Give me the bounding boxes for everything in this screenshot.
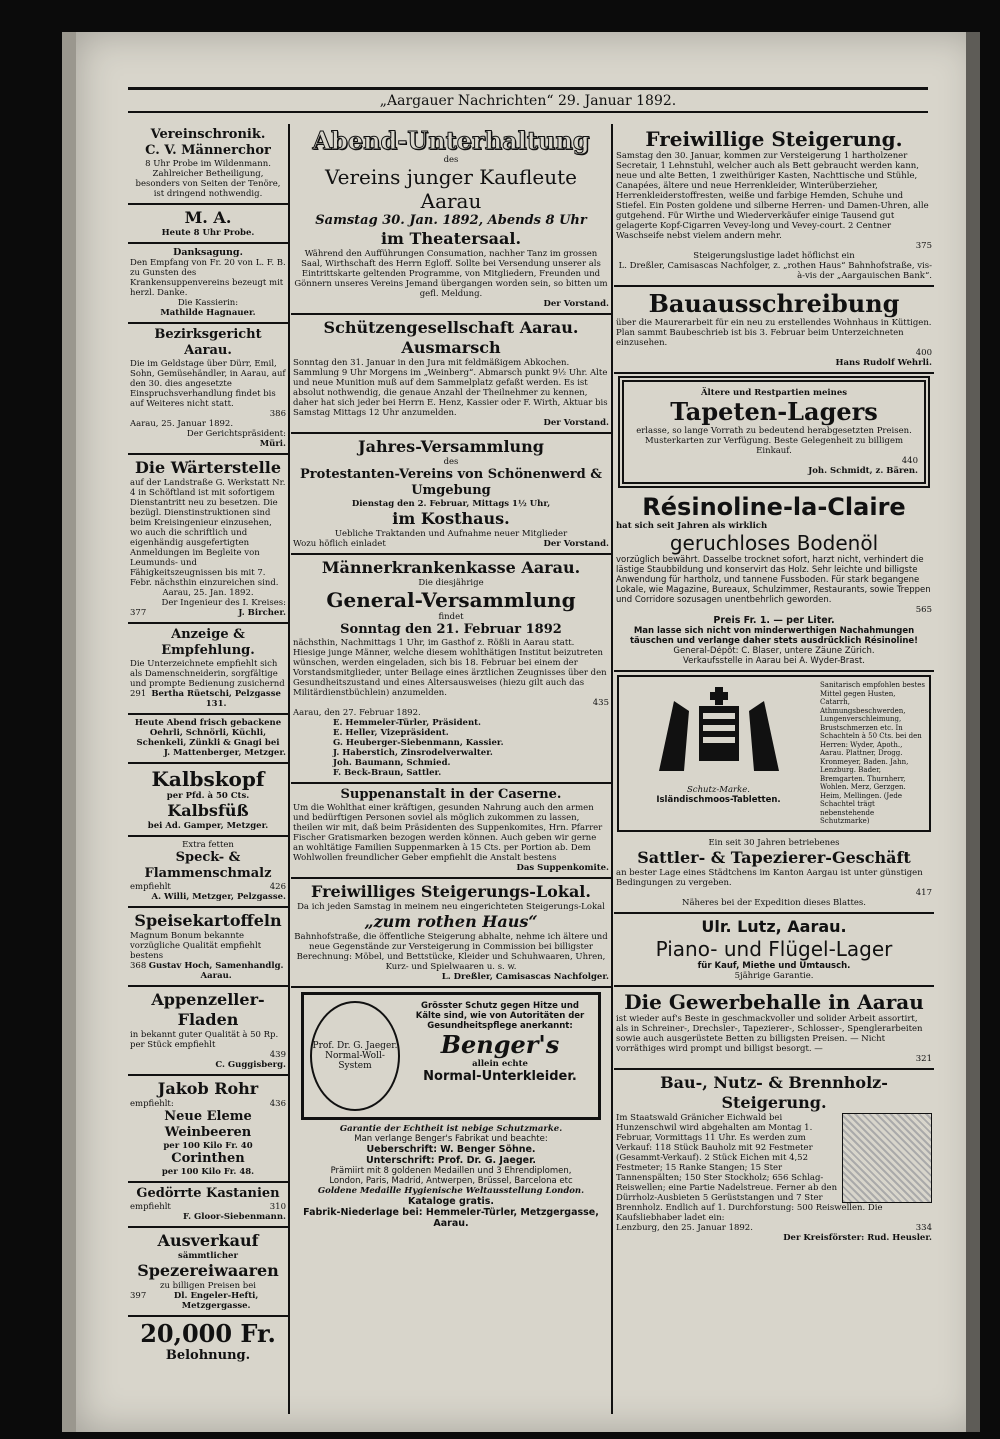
ad-title: Bezirksgericht Aarau. — [154, 327, 262, 358]
ad-des: des — [443, 155, 459, 165]
ad-title: Suppenanstalt in der Caserne. — [340, 787, 562, 802]
ad-pretitle: Ältere und Restpartien meines — [700, 388, 848, 398]
ad-title: Sattler- & Tapezierer-Geschäft — [637, 847, 911, 867]
ad-text: Uebliche Traktanden und Aufnahme neuer Mitglieder — [334, 529, 568, 539]
ad-number: 417 — [915, 887, 932, 898]
ad-number: 565 — [915, 605, 932, 615]
ad-text: Samstag den 30. Januar, kommen zur Versteigerung 1 hartholzener Secretair, 1 Lehnstuhl, welcher auch als Bett gebraucht werden kann, neue und alte Betten, 1 zweithüriger Kasten, Nachttische und Stühle, Canapées, ältere und neue Herrenkleider, Winterüberzieher, Herrenkleiderstoffresten, weiße und farbige Hemden, Schuhe und Stiefel. Ein Posten goldene und silberne Herren- und Damen-Uhren, alle gutgehend. Für Wirthe und Wiederverkäufer einige Tausend gut gelagerte Kopf-Cigarren Vevey-long und Vevey-court. 2 Centner Waschseife nebst vielem andern mehr. — [616, 151, 929, 241]
ad-ma — [128, 205, 288, 244]
ad-signature: Mathilde Hagnauer. — [160, 308, 256, 318]
ad-des: des — [443, 457, 459, 467]
newspaper-page — [62, 32, 980, 1432]
member: E. Hemmeler-Türler, Präsident. — [333, 718, 482, 728]
ad-reward — [128, 1317, 288, 1368]
ad-signature: Hans Rudolf Wehrli. — [835, 358, 932, 368]
benger-brand: Benger's — [440, 1030, 560, 1059]
ad-jahresversammlung — [291, 434, 611, 555]
ad-title-2: Kalbsfüß — [167, 801, 249, 820]
ad-title: Bauausschreibung — [648, 289, 900, 318]
column-3 — [614, 124, 934, 1247]
ad-brennholz — [614, 1070, 934, 1247]
ad-text: vorzüglich bewährt. Dasselbe trocknet sofort, harzt nicht, verhindert die lästige Staubbildung und konservirt das Holz. Sehr leichte und billigste Anwendung für hartholz, und tannene Fussboden. Für stark begangene Lokale, wie Magazine, Bureaux, Schulzimmer, Restaurants, sowie Treppen und Corridore sozusagen unentbehrlich geworden. — [616, 555, 931, 605]
benger-product: Normal-Unterkleider. — [423, 1069, 577, 1084]
column-1 — [128, 124, 288, 1368]
ad-resinoline — [614, 490, 934, 672]
ad-abend-unterhaltung — [291, 124, 611, 315]
ad-benger — [301, 992, 601, 1120]
reward-text: Belohnung. — [165, 1348, 251, 1363]
ad-text-2: 5jährige Garantie. — [734, 970, 814, 981]
ad-signature: C. Guggisberg. — [215, 1060, 286, 1070]
ad-signature: Der Vorstand. — [543, 418, 609, 428]
ad-islaendischmoos — [617, 675, 931, 832]
ad-ausverkauf — [128, 1228, 288, 1317]
ad-sub: sämmtlicher — [178, 1251, 238, 1261]
ad-number: 368 — [130, 961, 147, 971]
ad-title: Männerkrankenkasse Aarau. — [321, 558, 581, 577]
ad-text: auf der Landstraße G. Werkstatt Nr. 4 in Schöftland ist mit sofortigem Dienstantritt neu zu besetzen. Die bezügl. Dienstinstruktionen sind beim Kreisingenieur einzusehen, wo auch die schriftlich und eigenhändig ausgefertigten Anmeldungen im Begleite von Leumunds- und Fähigkeitszeugnissen bis mit 7. Febr. nächsthin einzureichen sind. — [130, 478, 286, 588]
ad-signature: Der Vorstand. — [543, 299, 609, 309]
ad-title: Bau-, Nutz- & Brennholz-Steigerung. — [660, 1072, 888, 1112]
islaend-right: Sanitarisch empfohlen bestes Mittel gegen Husten, Catarrh, Athmungsbeschwerden, Lungenverschleimung, Brustschmerzen etc. In Schachteln à 50 Cts. bei den Herren: Wyder, Apoth., Aarau. Plattner, Drogg. Kronmeyer, Baden. Jahn, Lenzburg. Bader, Bremgarten. Thurnherr, Wohlen. Merz, Gerzgen. Heim, Mellingen. (Jede Schachtel trägt nebenstehende Schutzmarke) — [820, 681, 925, 825]
ad-footer — [130, 882, 286, 892]
ad-text: empfiehlt — [130, 1202, 171, 1212]
ad-text: ist wieder auf's Beste in geschmackvoller und solider Arbeit assortirt, als in Schreiner-, Drechsler-, Tapezierer-, Schlosser-, Spenglerarbeiten sowie auch ausgerüstete Betten zu billigsten Preisen. — Nicht vorräthiges wird prompt und billigst besorgt. — — [616, 1013, 923, 1054]
ad-text: über die Maurerarbeit für ein neu zu erstellendes Wohnhaus in Küttigen. Plan sammt Baubeschrieb ist bis 3. Februar beim Unterzeichneten einzusehen. — [616, 318, 932, 348]
ad-waerterstelle — [128, 455, 288, 624]
ad-number: 439 — [269, 1050, 286, 1060]
ad-schuetzengesellschaft — [291, 315, 611, 434]
ad-footer — [130, 961, 286, 981]
benger-katalog: Kataloge gratis. — [407, 1196, 494, 1207]
ad-footer — [130, 1291, 286, 1311]
ad-bauausschreibung — [614, 287, 934, 374]
ad-title: Jahres-Versammlung — [358, 437, 544, 456]
ad-text: empfiehlt: — [130, 1099, 174, 1109]
ad-sub: Die diesjährige — [418, 578, 484, 588]
ad-date-2: Aarau, den 27. Februar 1892. — [293, 708, 421, 718]
ad-place: im Theatersaal. — [380, 229, 522, 248]
ad-item: Corinthen — [171, 1151, 245, 1166]
ad-title: Ulr. Lutz, Aarau. — [701, 916, 847, 936]
ad-text: empfiehlt — [130, 882, 171, 892]
column-2 — [291, 124, 611, 1229]
benger-ue1: Ueberschrift: W. Benger Söhne. — [366, 1144, 536, 1155]
ad-signature: F. Gloor-Siebenmann. — [182, 1212, 286, 1222]
ad-title: Résinoline-la-Claire — [642, 493, 906, 521]
ad-text: in bekannt guter Qualität à 50 Rp. per Stück empfiehlt — [130, 1030, 279, 1050]
islaend-mark: Schutz-Marke. — [686, 785, 750, 795]
ad-text: Heute 8 Uhr Probe. — [161, 228, 255, 238]
ad-title: Kalbskopf — [151, 767, 265, 791]
ad-text: zu billigen Preisen bei — [160, 1281, 256, 1291]
ad-title-2: Spezereiwaaren — [137, 1261, 279, 1280]
ad-freiwillige-steigerung — [614, 124, 934, 287]
benger-details — [301, 1124, 601, 1229]
ad-vereinschronik — [128, 124, 288, 205]
ad-name: „zum rothen Haus“ — [364, 912, 538, 931]
ad-lutz — [614, 914, 934, 987]
forest-scene-illustration — [842, 1113, 932, 1203]
ad-warning: Man lasse sich nicht von minderwerthigen Nachahmungen täuschen und verlange daher stets ausdrücklich Résinoline! — [629, 626, 919, 646]
ad-signature: Der Kreisförster: Rud. Heusler. — [783, 1232, 932, 1243]
ad-signature: Die Kassierin: — [177, 298, 239, 308]
ad-signature: J. Mattenberger, Metzger. — [163, 748, 286, 758]
ad-footer — [130, 689, 286, 709]
benger-depot: Fabrik-Niederlage bei: Hemmeler-Türler, Metzgergasse, Aarau. — [303, 1207, 599, 1229]
ad-number: 321 — [915, 1053, 932, 1064]
ad-depot: General-Dépôt: C. Blaser, untere Zäune Zürich. — [673, 646, 875, 656]
ad-maennerkrankenkasse — [291, 555, 611, 784]
ad-signature: Gustav Hoch, Samenhandlg. Aarau. — [148, 961, 284, 981]
ad-title: Abend-Unterhaltung — [312, 126, 590, 155]
ad-date: Aarau, 25. Jan. 1892. — [162, 588, 254, 598]
benger-top: Grösster Schutz gegen Hitze und Kälte sind, wie von Autoritäten der Gesundheitspflege anerkannt: — [415, 1001, 585, 1031]
ad-number: 426 — [269, 882, 286, 892]
ad-number: 397 — [130, 1291, 147, 1301]
ad-footer — [616, 1223, 932, 1233]
ad-text-2: Näheres bei der Expedition dieses Blattes. — [682, 897, 866, 908]
ad-title: Tapeten-Lagers — [670, 397, 878, 426]
ad-date: Aarau, 25. Januar 1892. — [130, 419, 234, 429]
ad-number: 440 — [901, 456, 918, 466]
ad-signature: Der Ingenieur des I. Kreises: — [161, 598, 286, 608]
ad-text: Sonntag den 31. Januar in den Jura mit feldmäßigem Abkochen. Sammlung 9 Uhr Morgens im „Weinberg“. Abmarsch punkt 9½ Uhr. Alte und neue Munition muß auf dem Sammelplatz gefaßt werden. Es ist absolut nothwendig, die genaue Anzahl der Theilnehmer zu kennen, daher hat sich jeder bei Herrn E. Henz, Kassier oder F. Wirth, Aktuar bis Samstag Mittags 12 Uhr anzumelden. — [293, 358, 608, 418]
ad-pretitle: hat sich seit Jahren als wirklich — [616, 521, 768, 531]
ad-pretitle: Extra fetten — [182, 840, 234, 850]
reward-amount: 20,000 Fr. — [140, 1319, 276, 1348]
ad-price: per Pfd. à 50 Cts. — [166, 791, 250, 801]
ad-heute-abend — [128, 715, 288, 764]
ad-title-2: geruchloses Bodenöl — [669, 531, 879, 555]
ad-footer — [293, 539, 609, 549]
ad-title: M. A. — [184, 208, 232, 227]
coat-of-arms-icon — [629, 681, 809, 781]
ad-signature: Dl. Engeler-Hefti, Metzgergasse. — [173, 1291, 259, 1311]
ad-title: Die Wärterstelle — [135, 458, 281, 477]
ad-anzeige — [128, 624, 288, 715]
ad-sattler — [614, 835, 934, 914]
member: F. Beck-Braun, Sattler. — [333, 768, 442, 778]
ad-footer — [130, 1202, 286, 1212]
ad-kalbskopf — [128, 764, 288, 837]
ad-text: Während den Aufführungen Consumation, nachher Tanz im grossen Saal, Wirthschaft des Herrn Egloff. Sollte bei Versendung unserer als Eintrittskarte geltenden Programme, von Mitgliedern, Freunden und Gönnern unseres Vereins Jemand übergangen worden sein, so bitten um gefl. Meldung. — [294, 249, 608, 299]
ad-text: Im Staatswald Gränicher Eichwald bei Hunzenschwil wird abgehalten am Montag 1. Februar, Vormittags 11 Uhr. Es werden zum Verkauf: 118 Stück Bauholz mit 92 Festmeter (Gesammt-Verkauf). 2 Stück Eichen mit 4,52 Festmeter; 15 Ranke Stangen; 15 Ster Tannenspälten; 150 Ster Stockholz; 656 Schlag-Reiswellen; eine Partie Nadelstreue. Ferner ab den Dürrholz-Ausbieten 5 Gerüststangen und 7 Ster Brennholz. Endlich auf 1. Durchforstung: 500 Reiswellen. Die Kaufsliebhaber ladet ein: — [616, 1112, 883, 1223]
ad-sub: Piano- und Flügel-Lager — [655, 936, 893, 961]
ad-text: an bester Lage eines Städtchens im Kanton Aargau ist unter günstigen Bedingungen zu vergeben. — [616, 867, 923, 888]
benger-guarantee: Garantie der Echtheit ist nebige Schutzmarke. — [339, 1124, 563, 1134]
ad-title: Anzeige & Empfehlung. — [161, 627, 255, 658]
ad-date: Samstag 30. Jan. 1892, Abends 8 Uhr — [315, 213, 587, 228]
ad-text: Die Unterzeichnete empfiehlt sich als Damenschneiderin, sorgfältige und prompte Bedienung zusichernd — [130, 659, 285, 689]
ad-title: Schützengesellschaft Aarau. — [323, 318, 579, 337]
ad-signature: Der Gerichtspräsident: — [186, 429, 286, 439]
ad-text: Die im Geldstage über Dürr, Emil, Sohn, Gemüsehändler, in Aarau, auf den 30. dies angesetzte Einspruchsverhandlung findet bis auf Weiteres nicht statt. — [130, 359, 286, 409]
benger-achten: Man verlange Benger's Fabrikat und beachte: — [354, 1134, 548, 1144]
ad-title: Ausverkauf — [157, 1231, 259, 1250]
page-edge — [966, 32, 980, 1432]
ad-text: nächsthin, Nachmittags 1 Uhr, im Gasthof z. Rößli in Aarau statt. Hiesige junge Männer, welche diesem wohlthätigen Institut beizutreten wünschen, werden eingeladen, sich bis 18. Februar bei einem der Vorstandsmitglieder, unter Beilage eines ärztlichen Zeugnisses über den Gesundheitszustand und eines Altersausweises (hiezu gilt auch das Militärdienstbüchlein) anzumelden. — [293, 638, 607, 698]
ad-price: Preis Fr. 1. — per Liter. — [713, 615, 835, 626]
ad-text: Da ich jeden Samstag in meinem neu eingerichteten Steigerungs-Lokal — [297, 902, 605, 912]
ad-number: 334 — [915, 1222, 932, 1233]
ad-price: per 100 Kilo Fr. 40 — [163, 1141, 253, 1151]
benger-allein: allein echte — [472, 1059, 528, 1069]
page-header: „Aargauer Nachrichten“ 29. Januar 1892. — [128, 87, 928, 113]
ad-number: 377 — [130, 608, 147, 618]
ad-jakob-rohr — [128, 1076, 288, 1183]
ad-place: im Kosthaus. — [392, 509, 510, 528]
ad-text-2: Bahnhofstraße, die öffentliche Steigerung abhalte, nehme ich ältere und neue Gegenstände zur Versteigerung in Commission bei billigster Berechnung: Möbel, und Bettstücke, Kleider und Schuhwaaren, Uhren, Kurz- und Spielwaaren u. s. w. — [294, 932, 608, 972]
member: G. Heuberger-Siebenmann, Kassier. — [333, 738, 504, 748]
ad-signature: Müri. — [259, 439, 286, 449]
ad-signature: Der Vorstand. — [543, 539, 609, 549]
ad-number: 435 — [592, 698, 609, 708]
member: J. Haberstich, Zinsrodelverwalter. — [333, 748, 493, 758]
ad-speck — [128, 837, 288, 908]
ad-date: Dienstag den 2. Februar, Mittags 1½ Uhr, — [351, 499, 551, 509]
member: Joh. Baumann, Schmied. — [333, 758, 451, 768]
ad-signature: Joh. Schmidt, z. Bären. — [808, 466, 918, 476]
ad-title: Jakob Rohr — [157, 1079, 259, 1098]
ad-text: für Kauf, Miethe und Umtausch. — [697, 960, 851, 971]
ad-signature: L. Dreßler, Camisascas Nachfolger, z. „rothen Haus“ Bahnhofstraße, vis-à-vis der „Aargauischen Bank“. — [618, 261, 932, 281]
ad-suppenanstalt — [291, 784, 611, 879]
benger-ue2: Unterschrift: Prof. Dr. G. Jaeger. — [365, 1155, 537, 1166]
benger-medals: Prämiirt mit 8 goldenen Medaillen und 3 Ehrendiplomen, — [330, 1166, 572, 1176]
benger-cities: London, Paris, Madrid, Antwerpen, Brüssel, Barcelona etc — [329, 1176, 573, 1186]
ad-text: Den Empfang von Fr. 20 von L. F. B. zu Gunsten des Krankensuppenvereins bezeugt mit herzl. Danke. — [130, 258, 286, 298]
ad-date: Sonntag den 21. Februar 1892 — [340, 622, 562, 637]
ad-kastanien — [128, 1183, 288, 1228]
ad-sub: Ausmarsch — [401, 338, 501, 357]
ad-signature: Bertha Rüetschi, Pelzgasse 131. — [151, 689, 281, 709]
ad-verein: Vereins junger Kaufleute Aarau — [325, 165, 577, 213]
ad-number: 291 — [130, 689, 147, 699]
ad-text: erlasse, so lange Vorrath zu bedeutend herabgesetzten Preisen. Musterkarten zur Verfügung. Beste Gelegenheit zu billigem Einkauf. — [636, 426, 912, 456]
ad-title: Speisekartoffeln — [134, 911, 282, 930]
ad-signature: bei Ad. Gamper, Metzger. — [147, 821, 269, 831]
ad-pretitle: Ein seit 30 Jahren betriebenes — [708, 837, 840, 848]
ad-tapeten — [618, 376, 930, 488]
ad-speisekartoffeln — [128, 908, 288, 987]
ad-gewerbehalle — [614, 987, 934, 1070]
benger-golden: Goldene Medaille Hygienische Weltausstellung London. — [317, 1186, 585, 1196]
column-rule-1 — [288, 124, 290, 1414]
ad-title: Die Gewerbehalle in Aarau — [624, 989, 924, 1014]
ad-number: 310 — [269, 1202, 286, 1212]
ad-fladen — [128, 987, 288, 1076]
islaend-name: Isländischmoos-Tabletten. — [656, 795, 781, 805]
ad-price: per 100 Kilo Fr. 48. — [161, 1167, 255, 1177]
ad-item: Neue Eleme Weinbeeren — [164, 1109, 252, 1140]
ad-danksagung — [128, 244, 288, 324]
ad-findet: findet — [438, 612, 464, 622]
ad-number: 375 — [915, 241, 932, 251]
jaeger-seal: Prof. Dr. G. Jaeger. Normal-Woll-System — [310, 1001, 400, 1111]
ad-signature: J. Bircher. — [238, 608, 286, 618]
ad-title: Speck- & Flammenschmalz — [144, 850, 272, 881]
ad-date: Lenzburg, den 25. Januar 1892. — [616, 1222, 753, 1233]
ad-signature: Das Suppenkomite. — [516, 863, 609, 873]
ad-text: Heute Abend frisch gebackene Oehrli, Schnörli, Küchli, Schenkeli, Zünkli & Gnagi bei — [134, 718, 282, 748]
ad-steigerungslokal — [291, 879, 611, 988]
ad-title: Appenzeller-Fladen — [151, 990, 265, 1029]
ad-footer — [130, 608, 286, 618]
ad-text: Magnum Bonum bekannte vorzügliche Qualität empfiehlt bestens — [130, 931, 262, 961]
ad-text: Wozu höflich einladet — [293, 539, 386, 549]
ad-text: Um die Wohlthat einer kräftigen, gesunden Nahrung auch den armen und bedürftigen Personen soviel als möglich zukommen zu lassen, theilen wir mit, daß beim Präsidenten des Suppenkomites, Hrn. Pfarrer Fischer Gratismarken bezogen werden können. Auch geben wir gerne an wohltätige Familien Suppenmarken à 15 Cts. per Portion ab. Dem Wohlwollen freundlicher Geber empfiehlt die Anstalt bestens — [293, 803, 603, 863]
ad-number: 386 — [269, 409, 286, 419]
ad-gv: General-Versammlung — [326, 588, 576, 612]
section-title: Vereinschronik. — [150, 127, 266, 142]
ad-title: Danksagung. — [173, 247, 243, 258]
member: E. Heller, Vizepräsident. — [333, 728, 449, 738]
column-rule-2 — [611, 124, 613, 1414]
ad-number: 436 — [269, 1099, 286, 1109]
ad-title: Gedörrte Kastanien — [136, 1186, 280, 1201]
ad-text: 8 Uhr Probe im Wildenmann. Zahlreicher Betheiligung, besonders von Seiten der Tenöre, ist dringend nothwendig. — [135, 159, 281, 199]
ad-title: C. V. Männerchor — [145, 143, 271, 158]
ad-footer — [130, 1099, 286, 1109]
benger-body — [408, 1001, 592, 1111]
ad-signature: L. Dreßler, Camisascas Nachfolger. — [441, 972, 609, 982]
ad-verkauf: Verkaufsstelle in Aarau bei A. Wyder-Brast. — [683, 656, 865, 666]
ad-verein: Protestanten-Vereins von Schönenwerd & Umgebung — [300, 467, 602, 498]
member-list — [293, 718, 609, 778]
ad-number: 400 — [915, 348, 932, 358]
islaend-left — [623, 681, 814, 826]
ad-bezirksgericht — [128, 324, 288, 455]
ad-title: Freiwilliges Steigerungs-Lokal. — [311, 882, 591, 901]
ad-text-2: Steigerungslustige ladet höflichst ein — [693, 251, 855, 261]
ad-title: Freiwillige Steigerung. — [645, 127, 903, 151]
ad-signature: A. Willi, Metzger, Pelzgasse. — [151, 892, 286, 902]
